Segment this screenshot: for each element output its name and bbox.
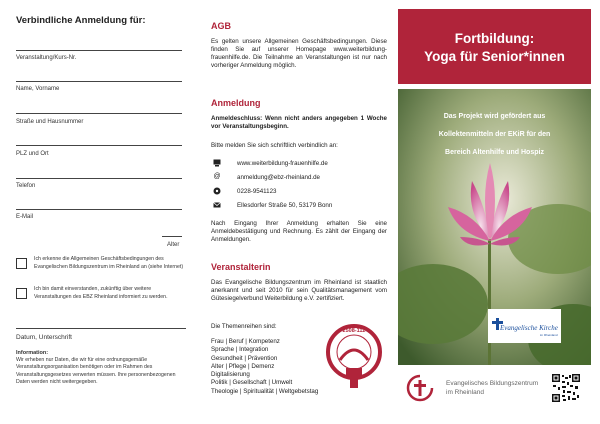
- agb-heading: AGB: [211, 21, 231, 31]
- phone-line[interactable]: [16, 178, 182, 179]
- cover-title-line2: Yoga für Senior*innen: [424, 49, 565, 64]
- ekir-logo: [488, 309, 561, 343]
- email-label: E-Mail: [16, 214, 34, 220]
- ekir-sub: im Rheinland: [540, 333, 558, 337]
- organizer-heading: Veranstalterin: [211, 262, 271, 272]
- ebz-line2: im Rheinland: [446, 388, 484, 396]
- registration-after: Nach Eingang Ihrer Anmeldung erhalten Sie eine Anmeldebestätigung und Rechnung. Es zählt der Eingang der Anmeldungen.: [211, 220, 387, 243]
- name-label: Name, Vorname: [16, 86, 60, 92]
- theme-item: Politik | Gesellschaft | Umwelt: [211, 379, 293, 387]
- address-text: Ellesdorfer Straße 50, 53179 Bonn: [237, 201, 333, 209]
- ebz-line1: Evangelisches Bildungszentrum: [446, 380, 539, 387]
- contact-website[interactable]: [213, 159, 328, 167]
- email-line[interactable]: [16, 209, 182, 210]
- zip-city-label: PLZ und Ort: [16, 151, 49, 157]
- mail-icon: [213, 201, 221, 209]
- organizer-text: Das Evangelische Bildungszentrum im Rheinland ist staatlich anerkannt und seit 2010 für sein Qualitätsmanagement vom Gütesiegelverbund Weiterbildung e.V. zertifiziert.: [211, 279, 387, 302]
- theme-item: Frau | Beruf | Kompetenz: [211, 338, 280, 345]
- phone-label: Telefon: [16, 183, 36, 189]
- form-title: Verbindliche Anmeldung für:: [16, 15, 146, 26]
- age-line[interactable]: [162, 236, 182, 237]
- quality-seal-logo: [326, 316, 382, 396]
- registration-intro: Bitte melden Sie sich schriftlich verbindlich an:: [211, 142, 338, 149]
- themes-list: [211, 338, 318, 396]
- agb-checkbox[interactable]: [16, 258, 27, 269]
- cover-title-line1: Fortbildung:: [454, 31, 535, 46]
- theme-item: Alter | Pflege | Demenz: [211, 362, 275, 370]
- zip-city-line[interactable]: [16, 145, 182, 146]
- registration-heading: Anmeldung: [211, 98, 261, 108]
- theme-item: Gesundheit | Prävention: [211, 354, 278, 362]
- contact-phone[interactable]: [213, 187, 276, 195]
- registration-deadline: Anmeldeschluss: Wenn nicht anders angegeben 1 Woche vor Veranstaltungsbeginn.: [211, 115, 387, 130]
- themes-intro: Die Themenreihen sind:: [211, 323, 277, 330]
- course-number-label: Veranstaltung/Kurs-Nr.: [16, 55, 77, 61]
- contact-email[interactable]: [213, 173, 320, 181]
- seal-number: 2508-112: [342, 328, 366, 334]
- email-icon: @: [213, 173, 221, 180]
- info-text: Wir erheben nur Daten, die wir für eine ordnungsgemäße Veranstaltungsorganisation benötigen oder im Rahmen des Veranstaltungsgesetzes verwerten müssen. Ihre personenbezogenen Daten werden nicht weitergegeben.: [16, 357, 176, 386]
- agb-text: Es gelten unsere Allgemeinen Geschäftsbedingungen. Diese finden Sie auf unserer Homepage www.weiterbildung-frauenhilfe.de. Die Teilnahme an Veranstaltungen ist nur nach vorheriger Anmeldung möglich.: [211, 38, 387, 69]
- course-number-line[interactable]: [16, 50, 182, 51]
- ekir-name: Evangelische Kirche: [500, 324, 558, 332]
- signature-label: Datum, Unterschrift: [16, 334, 72, 341]
- website-text: www.weiterbildung-frauenhilfe.de: [237, 159, 328, 167]
- ebz-logo-icon: [405, 373, 435, 403]
- name-line[interactable]: [16, 81, 182, 82]
- newsletter-consent-text: Ich bin damit einverstanden, zukünftig über weitere Veranstaltungen des EBZ Rheinland informiert zu werden.: [34, 286, 168, 300]
- agb-consent-text: Ich erkenne die Allgemeinen Geschäftsbedingungen des Evangelischen Bildungszentrum im Rheinland an (siehe Internet): [34, 256, 184, 270]
- title-banner: [398, 9, 591, 84]
- street-line[interactable]: [16, 113, 182, 114]
- signature-line[interactable]: [16, 328, 186, 329]
- contact-address: [213, 201, 332, 209]
- funding-line: Bereich Altenhilfe und Hospiz: [445, 149, 544, 156]
- info-panel: [198, 0, 398, 424]
- phone-icon: [213, 187, 221, 195]
- email-text: anmeldung@ebz-rheinland.de: [237, 173, 320, 181]
- age-label: Alter: [167, 242, 180, 248]
- phone-text: 0228-9541123: [237, 187, 277, 195]
- newsletter-checkbox[interactable]: [16, 288, 27, 299]
- info-heading: Information:: [16, 350, 49, 356]
- computer-icon: [213, 159, 221, 167]
- street-label: Straße und Hausnummer: [16, 119, 84, 125]
- theme-item: Digitalisierung: [211, 371, 250, 379]
- qr-code-icon[interactable]: [551, 373, 581, 403]
- registration-form-panel: [0, 0, 198, 424]
- ebz-name: [446, 380, 538, 397]
- theme-item: Theologie | Spiritualität | Weltgebetstag: [211, 387, 319, 395]
- theme-item: Sprache | Integration: [211, 346, 269, 354]
- funding-line: Kollektenmitteln der EKiR für den: [438, 131, 551, 138]
- funding-line: Das Projekt wird gefördert aus: [443, 113, 546, 120]
